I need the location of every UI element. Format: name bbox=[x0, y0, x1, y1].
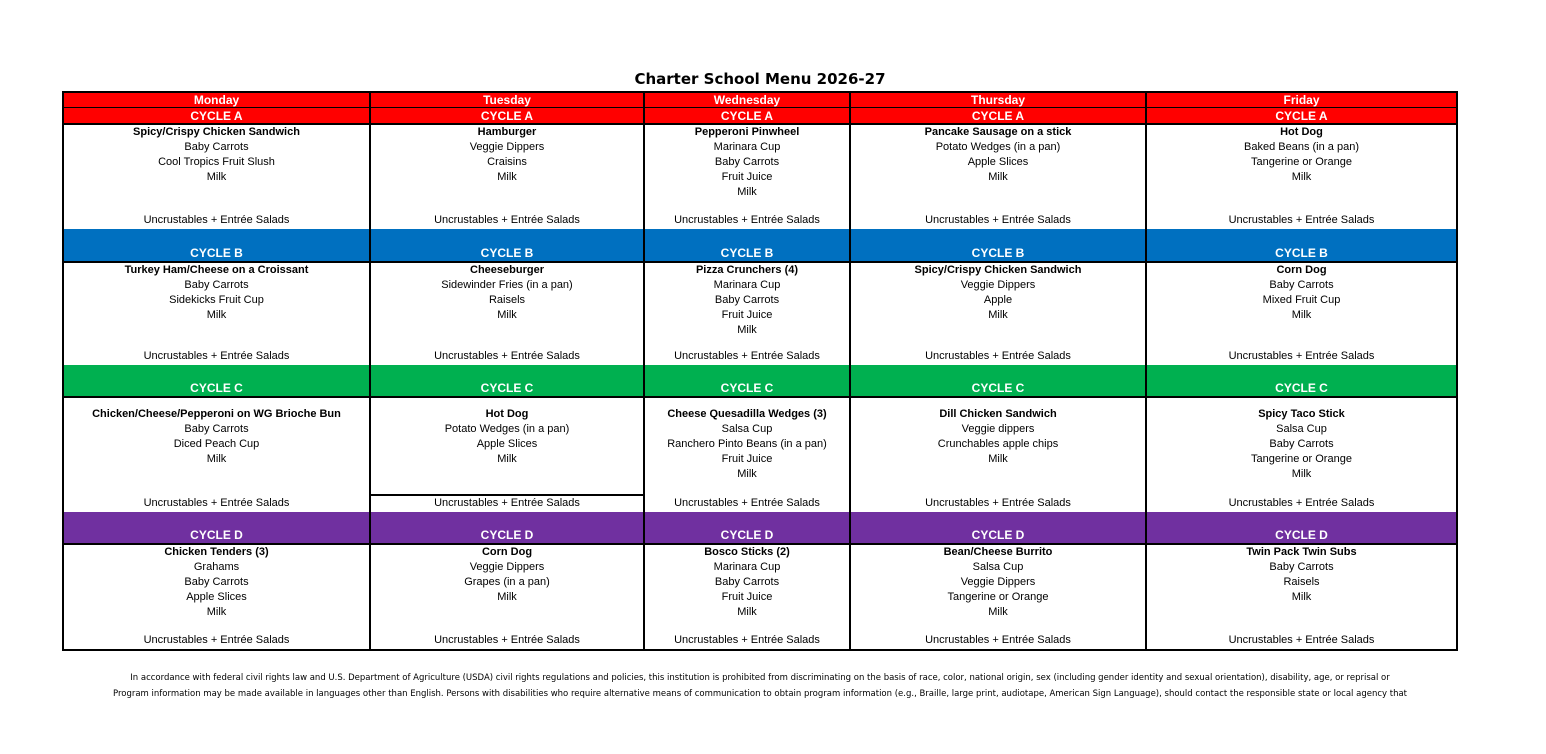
alternate-option: Uncrustables + Entrée Salads bbox=[1228, 497, 1375, 509]
cycle-label: CYCLE C bbox=[371, 365, 645, 396]
menu-cell bbox=[1147, 263, 1456, 365]
menu-cell bbox=[64, 263, 371, 365]
day-header-row bbox=[64, 91, 1456, 108]
alternate-option: Uncrustables + Entrée Salads bbox=[143, 497, 290, 509]
menu-cell bbox=[851, 398, 1147, 512]
alternate-option: Uncrustables + Entrée Salads bbox=[1228, 350, 1375, 362]
cycle-label: CYCLE B bbox=[645, 229, 851, 261]
side-item: Baby Carrots bbox=[184, 279, 249, 291]
menu-cell bbox=[1147, 398, 1456, 512]
cycle-label: CYCLE A bbox=[1275, 108, 1328, 123]
day-header-thursday: Thursday bbox=[851, 93, 1147, 107]
side-item: Baby Carrots bbox=[1269, 279, 1334, 291]
alternate-option: Uncrustables + Entrée Salads bbox=[1228, 214, 1375, 226]
side-item: Cool Tropics Fruit Slush bbox=[158, 156, 275, 168]
nondiscrimination-statement bbox=[0, 670, 1520, 702]
cycle-label: CYCLE B bbox=[851, 229, 1147, 261]
side-item: Baby Carrots bbox=[714, 156, 780, 168]
entree: Twin Pack Twin Subs bbox=[1246, 546, 1357, 558]
side-item: Sidekicks Fruit Cup bbox=[169, 294, 264, 306]
cycle-label: CYCLE D bbox=[645, 512, 851, 543]
cycle-label: CYCLE A bbox=[645, 108, 851, 123]
menu-cell bbox=[1147, 125, 1456, 229]
side-item: Crunchables apple chips bbox=[937, 438, 1059, 450]
entree: Spicy/Crispy Chicken Sandwich bbox=[133, 126, 300, 138]
cycle-label: CYCLE D bbox=[1275, 528, 1328, 542]
side-item: Milk bbox=[988, 171, 1008, 183]
menu-cell bbox=[371, 263, 645, 365]
entree: Bosco Sticks (2) bbox=[704, 546, 790, 558]
day-header-friday: Friday bbox=[1283, 93, 1320, 107]
side-item: Grahams bbox=[193, 561, 240, 573]
side-item: Craisins bbox=[487, 156, 527, 168]
entree: Corn Dog bbox=[481, 546, 533, 558]
side-item: Milk bbox=[737, 324, 757, 336]
entree: Spicy/Crispy Chicken Sandwich bbox=[914, 264, 1082, 276]
entree: Turkey Ham/Cheese on a Croissant bbox=[124, 264, 309, 276]
side-item: Ranchero Pinto Beans (in a pan) bbox=[667, 438, 827, 450]
side-item: Grapes (in a pan) bbox=[464, 576, 550, 588]
side-item: Baby Carrots bbox=[1269, 438, 1334, 450]
alternate-option: Uncrustables + Entrée Salads bbox=[925, 350, 1071, 362]
alternate-option: Uncrustables + Entrée Salads bbox=[371, 494, 643, 512]
menu-cell bbox=[371, 545, 645, 649]
side-item: Apple bbox=[983, 294, 1013, 306]
side-item: Milk bbox=[988, 453, 1008, 465]
entree: Hot Dog bbox=[1280, 126, 1323, 138]
side-item: Milk bbox=[1291, 309, 1312, 321]
side-item: Apple Slices bbox=[476, 438, 538, 450]
side-item: Marinara Cup bbox=[713, 561, 781, 573]
side-item: Salsa Cup bbox=[972, 561, 1024, 573]
entree: Pancake Sausage on a stick bbox=[924, 126, 1072, 138]
alternate-option: Uncrustables + Entrée Salads bbox=[143, 350, 290, 362]
side-item: Milk bbox=[206, 171, 227, 183]
side-item: Milk bbox=[497, 171, 517, 183]
menu-cell bbox=[645, 263, 851, 365]
cycle-label: CYCLE D bbox=[851, 512, 1147, 543]
side-item: Milk bbox=[497, 453, 517, 465]
entree: Spicy Taco Stick bbox=[1258, 408, 1345, 420]
side-item: Veggie Dippers bbox=[960, 279, 1036, 291]
alternate-option: Uncrustables + Entrée Salads bbox=[434, 350, 580, 362]
side-item: Marinara Cup bbox=[713, 141, 781, 153]
alternate-option: Uncrustables + Entrée Salads bbox=[143, 214, 290, 226]
cycle-b-band bbox=[64, 229, 1456, 263]
menu-cell bbox=[64, 125, 371, 229]
cycle-label: CYCLE C bbox=[851, 365, 1147, 396]
alternate-option: Uncrustables + Entrée Salads bbox=[674, 634, 820, 646]
side-item: Milk bbox=[1291, 468, 1312, 480]
side-item: Baby Carrots bbox=[1269, 561, 1334, 573]
side-item: Milk bbox=[988, 606, 1008, 618]
alternate-option: Uncrustables + Entrée Salads bbox=[674, 214, 820, 226]
side-item: Milk bbox=[206, 606, 227, 618]
side-item: Milk bbox=[988, 309, 1008, 321]
cycle-label: CYCLE B bbox=[1275, 246, 1328, 260]
cycle-label: CYCLE C bbox=[64, 365, 371, 396]
entree: Pepperoni Pinwheel bbox=[694, 126, 800, 138]
cycle-c-band bbox=[64, 365, 1456, 398]
side-item: Veggie dippers bbox=[961, 423, 1035, 435]
alternate-option: Uncrustables + Entrée Salads bbox=[674, 350, 820, 362]
cycle-label: CYCLE D bbox=[64, 512, 371, 543]
menu-cell bbox=[645, 545, 851, 649]
menu-cell bbox=[64, 398, 371, 512]
entree: Chicken Tenders (3) bbox=[164, 546, 269, 558]
side-item: Baby Carrots bbox=[714, 576, 780, 588]
entree: Corn Dog bbox=[1276, 264, 1327, 276]
side-item: Tangerine or Orange bbox=[947, 591, 1049, 603]
cycle-label: CYCLE C bbox=[645, 365, 851, 396]
side-item: Milk bbox=[206, 309, 227, 321]
side-item: Fruit Juice bbox=[721, 591, 773, 603]
day-header-monday: Monday bbox=[64, 93, 371, 107]
side-item: Salsa Cup bbox=[1276, 423, 1327, 435]
page-title: Charter School Menu 2026-27 bbox=[634, 70, 886, 88]
side-item: Fruit Juice bbox=[721, 171, 773, 183]
cycle-label: CYCLE A bbox=[851, 108, 1147, 123]
alternate-option: Uncrustables + Entrée Salads bbox=[925, 214, 1071, 226]
side-item: Marinara Cup bbox=[713, 279, 781, 291]
cycle-label: CYCLE B bbox=[371, 229, 645, 261]
menu-cell bbox=[371, 125, 645, 229]
alternate-option: Uncrustables + Entrée Salads bbox=[925, 497, 1071, 509]
side-item: Sidewinder Fries (in a pan) bbox=[441, 279, 573, 291]
menu-cell bbox=[371, 398, 645, 512]
menu-cell bbox=[851, 125, 1147, 229]
alternate-option: Uncrustables + Entrée Salads bbox=[143, 634, 290, 646]
entree: Bean/Cheese Burrito bbox=[943, 546, 1053, 558]
cycle-d-menu-row bbox=[64, 545, 1456, 649]
entree: Chicken/Cheese/Pepperoni on WG Brioche Bun bbox=[92, 408, 341, 420]
side-item: Baked Beans (in a pan) bbox=[1244, 141, 1359, 153]
side-item: Salsa Cup bbox=[721, 423, 773, 435]
alternate-option: Uncrustables + Entrée Salads bbox=[674, 497, 820, 509]
side-item: Diced Peach Cup bbox=[173, 438, 260, 450]
cycle-label: CYCLE C bbox=[1275, 381, 1328, 395]
side-item: Baby Carrots bbox=[184, 576, 249, 588]
side-item: Tangerine or Orange bbox=[1251, 156, 1352, 168]
side-item: Fruit Juice bbox=[721, 453, 773, 465]
side-item: Apple Slices bbox=[186, 591, 247, 603]
footer-line-1: In accordance with federal civil rights law and U.S. Department of Agriculture (USDA) civil rights regulations and policies, this institution is prohibited from discriminating on the basis of race, color, national origin, sex (including gender identity and sexual orientation), disability, age, or reprisal or bbox=[130, 673, 1390, 683]
entree: Dill Chicken Sandwich bbox=[939, 408, 1057, 420]
side-item: Mixed Fruit Cup bbox=[1262, 294, 1341, 306]
side-item: Milk bbox=[1291, 171, 1312, 183]
side-item: Tangerine or Orange bbox=[1251, 453, 1352, 465]
day-header-tuesday: Tuesday bbox=[371, 93, 645, 107]
menu-cell bbox=[64, 545, 371, 649]
alternate-option: Uncrustables + Entrée Salads bbox=[1228, 634, 1375, 646]
side-item: Milk bbox=[737, 468, 757, 480]
side-item: Milk bbox=[737, 606, 757, 618]
cycle-label: CYCLE A bbox=[371, 108, 645, 123]
alternate-option: Uncrustables + Entrée Salads bbox=[434, 634, 580, 646]
menu-cell bbox=[1147, 545, 1456, 649]
side-item: Milk bbox=[206, 453, 227, 465]
side-item: Veggie Dippers bbox=[469, 141, 545, 153]
day-header-wednesday: Wednesday bbox=[645, 93, 851, 107]
side-item: Baby Carrots bbox=[714, 294, 780, 306]
entree: Pizza Crunchers (4) bbox=[695, 264, 799, 276]
side-item: Raisels bbox=[1283, 576, 1320, 588]
cycle-d-band bbox=[64, 512, 1456, 545]
entree: Hamburger bbox=[477, 126, 537, 138]
menu-cell bbox=[645, 125, 851, 229]
side-item: Veggie Dippers bbox=[960, 576, 1036, 588]
alternate-option: Uncrustables + Entrée Salads bbox=[434, 214, 580, 226]
menu-cell bbox=[851, 263, 1147, 365]
side-item: Baby Carrots bbox=[184, 423, 249, 435]
entree: Cheeseburger bbox=[470, 264, 544, 276]
cycle-a-band bbox=[64, 108, 1456, 125]
cycle-label: CYCLE A bbox=[64, 108, 371, 123]
side-item: Milk bbox=[1291, 591, 1312, 603]
cycle-c-menu-row bbox=[64, 398, 1456, 512]
side-item: Baby Carrots bbox=[184, 141, 249, 153]
side-item: Raisels bbox=[488, 294, 526, 306]
alternate-option: Uncrustables + Entrée Salads bbox=[925, 634, 1071, 646]
menu-table bbox=[62, 91, 1458, 651]
side-item: Potato Wedges (in a pan) bbox=[444, 423, 570, 435]
footer-line-2: Program information may be made available in languages other than English. Persons with disabilities who require alternative means of communication to obtain program information (e.g., Braille, large print, audiotape, American Sign Language), should contact the responsible state or local agency that bbox=[112, 689, 1408, 699]
side-item: Apple Slices bbox=[967, 156, 1029, 168]
cycle-label: CYCLE B bbox=[64, 229, 371, 261]
side-item: Milk bbox=[497, 591, 517, 603]
side-item: Milk bbox=[497, 309, 517, 321]
cycle-label: CYCLE D bbox=[371, 512, 645, 543]
entree: Cheese Quesadilla Wedges (3) bbox=[667, 408, 827, 420]
cycle-a-menu-row bbox=[64, 125, 1456, 229]
side-item: Potato Wedges (in a pan) bbox=[935, 141, 1061, 153]
side-item: Milk bbox=[737, 186, 757, 198]
menu-cell bbox=[645, 398, 851, 512]
cycle-b-menu-row bbox=[64, 263, 1456, 365]
menu-cell bbox=[851, 545, 1147, 649]
side-item: Fruit Juice bbox=[721, 309, 773, 321]
side-item: Veggie Dippers bbox=[469, 561, 545, 573]
entree: Hot Dog bbox=[485, 408, 529, 420]
